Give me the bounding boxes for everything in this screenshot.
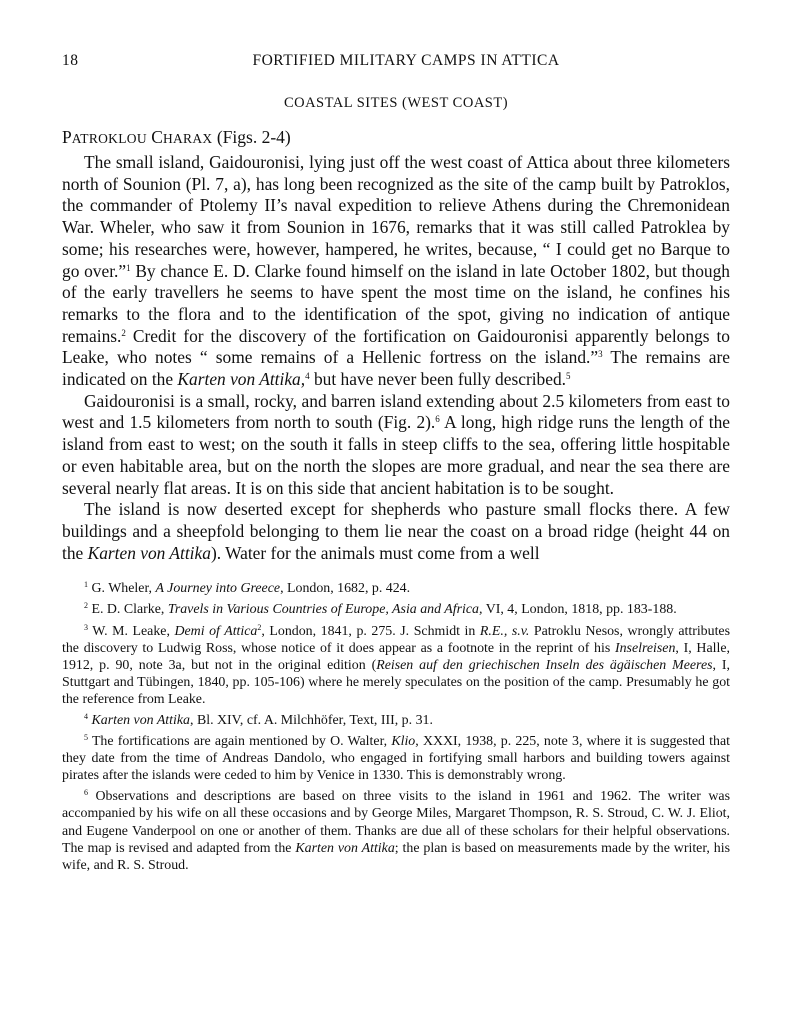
footnote-ref-2: 2 — [121, 327, 126, 338]
p3-karten-title: Karten von Attika — [87, 542, 211, 563]
p1-karten-title: Karten von Attika, — [177, 369, 306, 390]
p1-text-a: The small island, Gaidouronisi, lying just off the west coast of Attica about three kilometers north of Sounion (Pl. 7, a), has long been recognized as the site of the camp built by Patroklos, the commander of Ptolemy II’s naval expedition to relieve Athens during the Chremonidean War. Wheler, who saw it from Sounion in 1676, remarks that it was still called Patroklea by some; his researches were, however, hampered, he writes, because, “ I could get no Barque to go over.” — [62, 152, 730, 281]
footnote-2 — [62, 601, 730, 618]
footnote-number: 5 — [84, 733, 88, 743]
footnote-text: , London, 1682, p. 424. — [280, 581, 411, 597]
footnote-number: 2 — [84, 601, 88, 611]
p2-text-a: Gaidouronisi is a small, rocky, and barren island extending about 2.5 kilometers from east to west and 1.5 kilometers from north to south (Fig. 2). — [62, 390, 730, 433]
footnote-title: Karten von Attika — [91, 713, 190, 729]
footnote-text: , I, Stuttgart and Tübingen, 1840, pp. 105-106) where he merely speculates on the position of the camp. Presumably he got the reference from Leake. — [62, 657, 730, 707]
footnote-4 — [62, 712, 730, 729]
subheading-rest-1: ATROKLOU — [71, 131, 147, 146]
footnote-number: 6 — [84, 788, 88, 798]
p2-text-b: A long, high ridge runs the length of the island from east to west; on the south it falls in steep cliffs to the sea, offering little hospitable or even habitable area, but on the north the slopes are more gradual, and near the sea there are several nearly flat areas. It is on this side that ancient habitation is to be sought. — [62, 412, 730, 498]
footnote-title: Travels in Various Countries of Europe, Asia and Africa, — [167, 602, 483, 618]
p3-text-b: ). Water for the animals must come from a well — [210, 542, 540, 563]
paragraph-1 — [62, 152, 730, 391]
footnote-text: E. D. Clarke, — [88, 602, 168, 618]
p1-text-d: The remains are indicated on the — [62, 347, 731, 390]
running-title: FORTIFIED MILITARY CAMPS IN ATTICA — [252, 52, 560, 69]
footnote-title: Demi of Attica — [174, 623, 258, 639]
footnote-ref-1: 1 — [126, 262, 131, 273]
footnote-text: , I, Halle, 1912, p. 90, note 3a, but not in the original edition ( — [62, 640, 730, 673]
paragraph-2 — [62, 391, 730, 500]
footnote-5 — [62, 733, 730, 784]
footnote-text: VI, 4, London, 1818, pp. 183-188. — [482, 602, 677, 618]
footnote-title: Klio — [391, 734, 416, 750]
p1-text-e: but have never been fully described. — [309, 369, 567, 390]
page-number: 18 — [62, 52, 79, 69]
footnote-1 — [62, 580, 730, 597]
p1-text-b: By chance E. D. Clarke found himself on the island in late October 1802, but though of the early travellers he seems to have spent the most time on the island, he confines his remarks to the flora and to the identification of the spot, giving no indication of antique remains. — [62, 260, 730, 346]
footnote-text: G. Wheler, — [88, 581, 156, 597]
footnote-number: 4 — [84, 712, 88, 722]
footnote-text: , XXXI, 1938, p. 225, note 3, where it is suggested that they date from the time of Andreas Dandolo, who engaged in fortifying small harbors and building towers against pirates after the islands were ceded to him by Venice in 1330. This is demonstrably wrong. — [62, 734, 730, 784]
footnote-text: The fortifications are again mentioned by O. Walter, — [88, 734, 392, 750]
footnote-number: 1 — [84, 580, 88, 590]
footnote-title: Reisen auf den griechischen Inseln des ägäischen Meeres — [376, 657, 713, 673]
footnotes — [62, 580, 730, 874]
subheading-initial-2: C — [151, 127, 163, 147]
p1-text-c: Credit for the discovery of the fortification on Gaidouronisi apparently belongs to Leake, who notes “ some remains of a Hellenic fortress on the island.” — [62, 325, 730, 368]
body-text — [62, 152, 730, 564]
footnote-title: A Journey into Greece — [155, 581, 281, 597]
subheading-initial-1: P — [62, 127, 72, 147]
footnote-ref-6: 6 — [435, 414, 440, 425]
footnote-3 — [62, 623, 730, 708]
subheading-rest-2: HARAX — [162, 131, 213, 146]
footnote-text: Observations and descriptions are based on three visits to the island in 1961 and 1962. The writer was accompanied by his wife on all these occasions and by George Miles, Margaret Thompson, R. S. Stroud, C. W. J. Eliot, and Eugene Vanderpool on one or another of them. Thanks are due all of these scholars for their helpful observations. The map is revised and adapted from the — [62, 789, 730, 856]
edition-superscript: 2 — [257, 622, 262, 632]
footnote-text: ; the plan is based on measurements made by the writer, his wife, and R. S. Stroud. — [62, 840, 731, 873]
footnote-title: Inselreisen — [614, 640, 676, 656]
running-head — [62, 48, 730, 74]
paragraph-3 — [62, 499, 730, 564]
footnote-text: , London, 1841, p. 275. J. Schmidt in — [261, 623, 480, 639]
footnote-text: W. M. Leake, — [88, 623, 175, 639]
section-title: COASTAL SITES (WEST COAST) — [283, 95, 509, 111]
footnote-ref-5: 5 — [566, 371, 571, 382]
footnote-number: 3 — [84, 622, 88, 632]
footnote-6 — [62, 788, 730, 873]
page — [62, 48, 730, 878]
footnote-text: , Bl. XIV, cf. A. Milchhöfer, Text, III, p. 31. — [190, 713, 433, 729]
p3-text-a: The island is now deserted except for shepherds who pasture small flocks there. A few buildings and a sheepfold belonging to them lie near the coast on a broad ridge (height 44 on the — [62, 499, 730, 563]
footnote-text: Patroklu Nesos, wrongly attributes the discovery to Ludwig Ross, whose notice of it does appear as a footnote in the reprint of his — [62, 623, 731, 656]
footnote-ref-3: 3 — [598, 349, 603, 360]
subheading-figs: (Figs. 2-4) — [212, 127, 291, 147]
footnote-ref-4: 4 — [305, 371, 310, 382]
footnote-title: Karten von Attika — [295, 840, 395, 856]
subheading — [62, 126, 730, 150]
footnote-abbrev: R.E., s.v. — [479, 623, 530, 639]
